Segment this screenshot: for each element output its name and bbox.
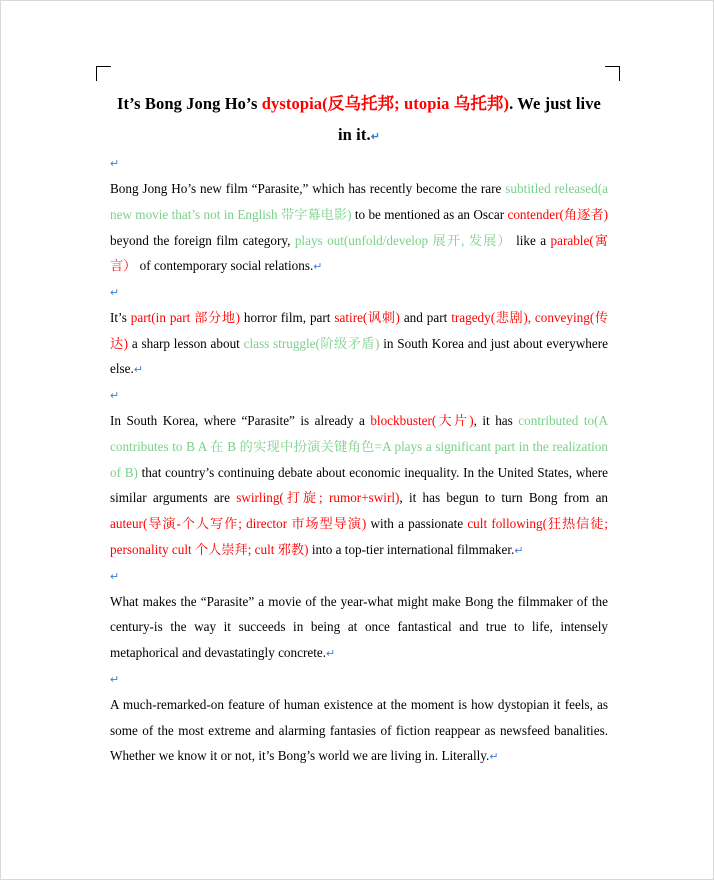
text-run: and part: [399, 309, 452, 325]
pilcrow-mark: ↵: [110, 390, 120, 403]
pilcrow-mark: ↵: [489, 751, 499, 764]
paragraph-spacer: [110, 666, 608, 692]
document-body: [110, 89, 608, 769]
text-run: like a: [511, 232, 551, 248]
text-run: a sharp lesson about: [128, 335, 244, 351]
text-run: satire(讽刺): [334, 309, 400, 325]
text-run: of contemporary social relations.: [136, 258, 314, 274]
text-run: into a top-tier international filmmaker.: [308, 541, 515, 557]
text-run: . We just live in it.: [337, 94, 601, 144]
pilcrow-mark: ↵: [110, 673, 120, 686]
pilcrow-mark: ↵: [313, 261, 323, 274]
text-run: beyond the foreign film category,: [110, 232, 295, 248]
text-run: class struggle(阶级矛盾): [243, 335, 380, 351]
pilcrow-mark: ↵: [110, 570, 120, 583]
crop-mark-top-left: [96, 66, 111, 81]
text-run: blockbuster(大片): [370, 413, 474, 429]
paragraph-1: [110, 176, 608, 279]
paragraph-5: [110, 692, 608, 769]
text-run: It’s: [110, 309, 131, 325]
text-run: swirling(打旋; rumor+swirl): [236, 490, 400, 506]
page-title: [110, 89, 608, 150]
text-run: What makes the “Parasite” a movie of the year-what might make Bong the filmmaker of the century-is the way it succeeds in being at once fantastical and true to life, intensely metaphorical and devastatingly concrete.: [110, 593, 608, 661]
paragraph-4: [110, 589, 608, 666]
text-run: parable(寓言）: [110, 232, 608, 274]
text-run: , it has begun to turn Bong from an: [399, 490, 609, 506]
pilcrow-mark: ↵: [110, 286, 120, 299]
text-run: subtitled released(a new movie that’s not in English 带字幕电影): [110, 181, 608, 222]
text-run: Bong Jong Ho’s new film “Parasite,” which has recently become the rare: [110, 181, 506, 197]
text-run: in South Korea and just about everywhere else.: [110, 335, 608, 377]
text-run: In South Korea, where “Parasite” is already a: [110, 413, 371, 429]
paragraph-spacer: [110, 563, 608, 589]
text-run: It’s Bong Jong Ho’s: [117, 94, 262, 113]
text-run: dystopia(反乌托邦; utopia 乌托邦): [261, 94, 510, 113]
paragraph-3: [110, 408, 608, 562]
text-run: , it has: [473, 413, 519, 429]
pilcrow-mark: ↵: [326, 648, 336, 661]
paragraph-spacer: [110, 150, 608, 176]
text-run: to be mentioned as an Oscar: [351, 206, 508, 222]
text-run: part(in part 部分地): [130, 309, 241, 325]
text-run: that country’s continuing debate about economic inequality. In the United States, where similar arguments are: [110, 464, 608, 506]
text-run: auteur(导演-个人写作; director 市场型导演): [110, 516, 367, 532]
pilcrow-mark: ↵: [514, 544, 524, 557]
paragraph-spacer: [110, 382, 608, 408]
pilcrow-mark: ↵: [110, 158, 120, 171]
text-run: contender(角逐者): [507, 206, 608, 222]
text-run: A much-remarked-on feature of human existence at the moment is how dystopian it feels, as some of the most extreme and alarming fantasies of fiction reappear as newsfeed banalities. Whether we know it or not, it’s Bong’s world we are living in. Literally.: [110, 696, 608, 764]
text-run: with a passionate: [366, 516, 468, 532]
text-run: horror film, part: [240, 309, 335, 325]
crop-mark-top-right: [605, 66, 620, 81]
text-run: contributed to(A contributes to B A 在 B 的实现中扮演关键角色=A plays a significant part in the realization of B): [110, 413, 609, 480]
text-run: cult following(狂热信徒; personality cult 个人崇拜; cult 邪教): [110, 516, 608, 557]
pilcrow-mark: ↵: [370, 130, 381, 143]
paragraph-spacer: [110, 279, 608, 305]
pilcrow-mark: ↵: [133, 364, 144, 377]
paragraph-2: [110, 305, 608, 382]
text-run: plays out(unfold/develop 展开, 发展）: [294, 232, 512, 248]
text-run: tragedy(悲剧), conveying(传达): [110, 309, 609, 351]
